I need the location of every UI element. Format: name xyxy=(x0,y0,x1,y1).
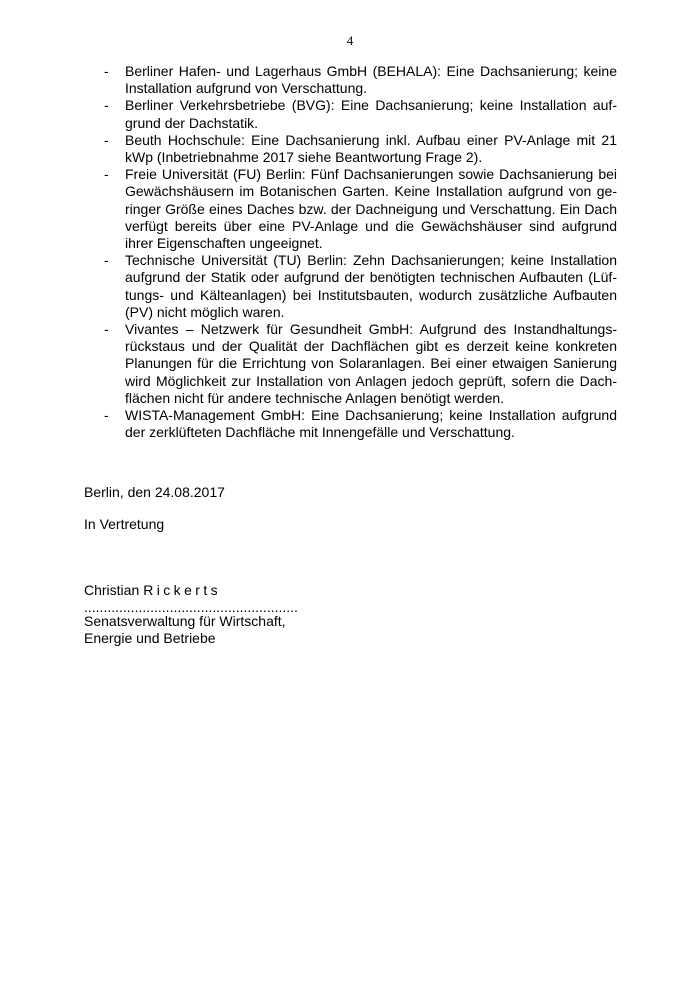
deputy-note: In Vertretung xyxy=(84,516,165,532)
signatory-name xyxy=(84,582,221,599)
signatory-first-name: Christian xyxy=(84,582,140,598)
list-item xyxy=(104,132,617,166)
list-dash: - xyxy=(104,252,109,269)
list-item-text: Beuth Hochschule: Eine Dachsanierung inkl. Aufbau einer PV-Anlage mit 21 kWp (Inbetriebnahme 2017 siehe Beantwortung Frage 2). xyxy=(125,131,617,166)
list-dash: - xyxy=(104,97,109,114)
list-item xyxy=(104,63,617,97)
list-item-text: Berliner Verkehrsbetriebe (BVG): Eine Dachsanierung; keine Installation aufgrund der Dachstatik. xyxy=(125,97,617,131)
page-number: 4 xyxy=(346,33,354,48)
list-dash: - xyxy=(104,131,109,148)
list-dash: - xyxy=(104,63,109,79)
answer-list xyxy=(104,63,617,441)
list-item-text: Technische Universität (TU) Berlin: Zehn Dachsanierungen; keine Installation aufgrund der Statik oder aufgrund der benötigten technischen Aufbauten (Lüftungs- und Kälteanlagen) bei Institutsbauten, wodurch zusätzliche Aufbauten (PV) nicht möglich waren. xyxy=(125,252,617,320)
list-dash: - xyxy=(104,166,109,183)
list-item-text: Berliner Hafen- und Lagerhaus GmbH (BEHALA): Eine Dachsanierung; keine Installation aufgrund von Verschattung. xyxy=(125,63,617,97)
list-item xyxy=(104,321,617,407)
list-dash: - xyxy=(104,321,109,338)
list-item-text: Vivantes – Netzwerk für Gesundheit GmbH: Aufgrund des Instandhaltungsrückstaus und der Qualität der Dachflächen gibt es derzeit keine konkreten Planungen für die Errichtung von Solaranlagen. Bei einer etwaigen Sanierung wird Möglichkeit zur Installation von Anlagen jedoch geprüft, sofern die Dachflächen nicht für andere technische Anlagen benötigt werden. xyxy=(125,321,617,406)
department-line: Senatsverwaltung für Wirtschaft, xyxy=(84,613,286,629)
signature-line: ....................................................... xyxy=(84,599,298,615)
list-item xyxy=(104,166,617,252)
list-item xyxy=(104,407,617,441)
signatory-surname: Rickerts xyxy=(143,582,222,598)
list-item-text: WISTA-Management GmbH: Eine Dachsanierung; keine Installation aufgrund der zerklüfteten Dachfläche mit Innengefälle und Verschattung. xyxy=(125,407,617,441)
list-item xyxy=(104,97,617,131)
list-item-text: Freie Universität (FU) Berlin: Fünf Dachsanierungen sowie Dachsanierung bei Gewächshäusern im Botanischen Garten. Keine Installation aufgrund von geringer Größe eines Daches bzw. der Dachneigung und Verschattung. Ein Dach verfügt bereits über eine PV-Anlage und die Gewächshäuser sind aufgrund ihrer Eigenschaften ungeeignet. xyxy=(125,166,617,252)
department-line: Energie und Betriebe xyxy=(84,630,216,646)
place-date: Berlin, den 24.08.2017 xyxy=(84,484,225,500)
list-item xyxy=(104,252,617,321)
list-dash: - xyxy=(104,407,109,424)
